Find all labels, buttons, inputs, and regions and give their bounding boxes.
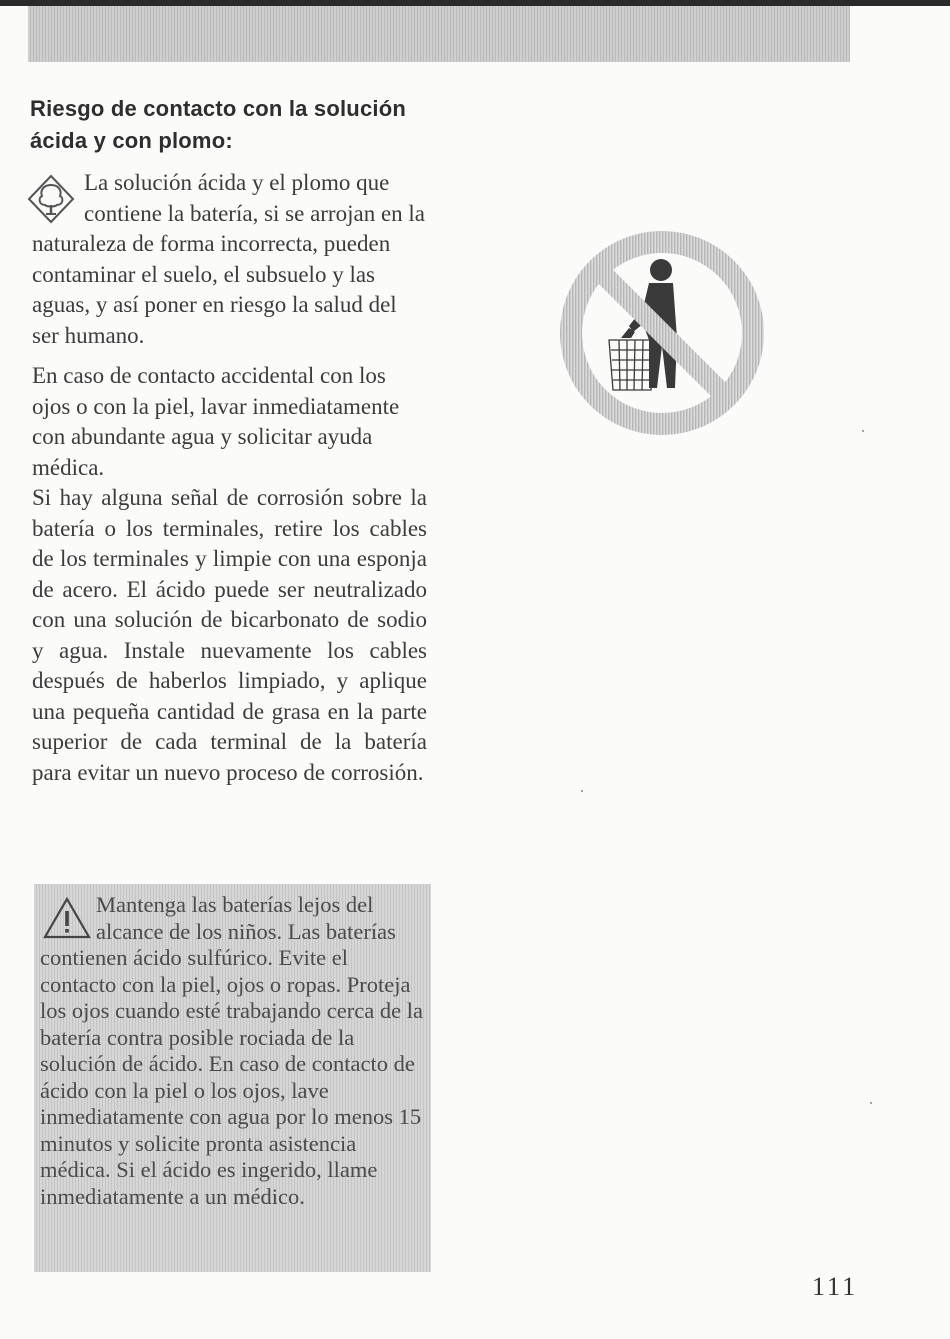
scan-speck <box>862 430 864 432</box>
section-heading: Riesgo de contacto con la solución ácida y con plomo: <box>30 96 406 153</box>
header-bar <box>28 6 850 62</box>
warning-text <box>40 892 425 1210</box>
page-number: 111 <box>812 1272 859 1301</box>
scan-speck <box>870 1102 872 1104</box>
contact-paragraph: En caso de contacto accidental con los ojos o con la piel, lavar inmediatamente con abundante agua y solicitar ayuda médica. <box>32 363 400 480</box>
warning-text-content: Mantenga las baterías lejos del alcance de los niños. Las baterías contienen ácido sulfúrico. Evite el contacto con la piel, ojos o ropas. Proteja los ojos cuando esté trabajando cerca de la batería contra posible rociada de la solución de ácido. En caso de contacto de ácido con la piel o los ojos, lave inmediatamente con agua por lo menos 15 minutos y solicite pronta asistencia médica. Si el ácido es ingerido, llame inmediatamente a un médico. <box>40 892 423 1209</box>
corrosion-paragraph: Si hay alguna señal de corrosión sobre la batería o los terminales, retire los cables de los terminales y limpie con una esponja de acero. El ácido puede ser neutralizado con una solución de bicarbonato de sodio y agua. Instale nuevamente los cables después de haberlos limpiado, y aplique una pequeña cantidad de grasa en la parte superior de cada terminal de la batería para evitar un nuevo proceso de corrosión. <box>32 485 427 785</box>
warning-box <box>34 884 431 1272</box>
environment-paragraph <box>32 168 427 351</box>
no-littering-prohibition-icon <box>557 228 767 438</box>
environment-paragraph-text: La solución ácida y el plomo que contiene la batería, si se arrojan en la naturaleza de forma incorrecta, pueden contaminar el suelo, el subsuelo y las aguas, y así poner en riesgo la salud del ser humano. <box>32 170 426 348</box>
scan-speck <box>581 790 583 792</box>
